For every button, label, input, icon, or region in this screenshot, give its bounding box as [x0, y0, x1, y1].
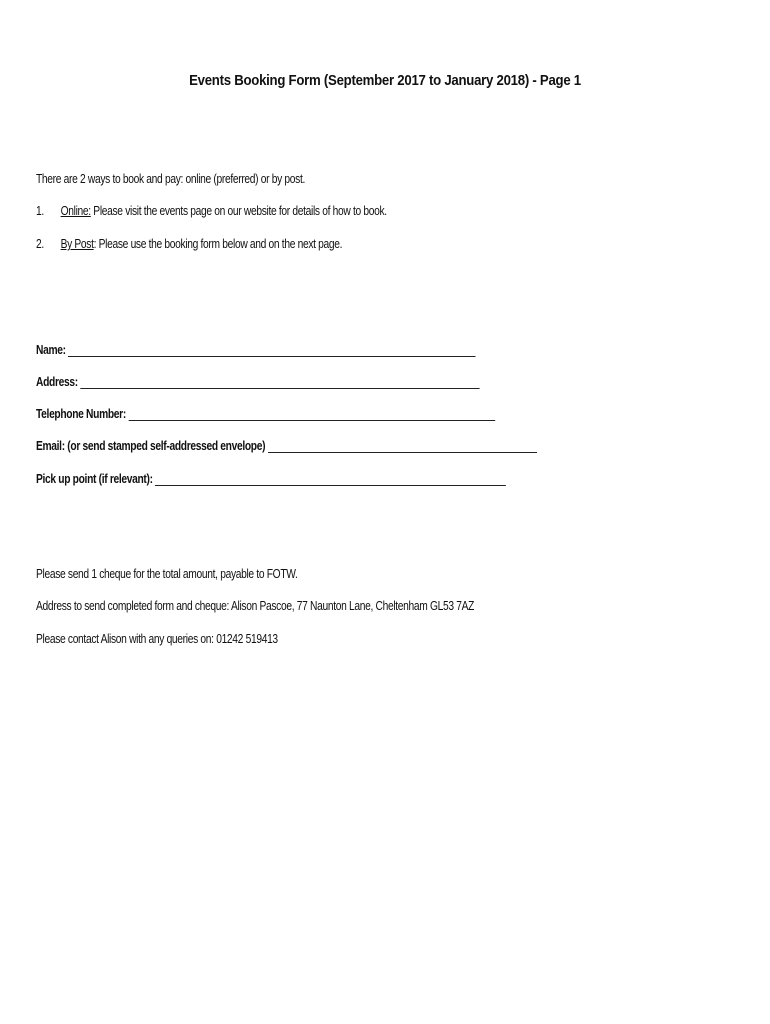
contact-info: Please contact Alison with any queries on: 01242 519413: [36, 632, 278, 646]
option-text-by-post: : Please use the booking form below and on the next page.: [93, 237, 343, 251]
name-label: Name:: [36, 343, 66, 357]
option-label-online: Online:: [60, 204, 91, 218]
page-title: Events Booking Form (September 2017 to January 2018) - Page 1: [189, 72, 581, 89]
address-input-line[interactable]: [80, 377, 479, 389]
name-field: [36, 343, 476, 357]
pickup-field: [36, 472, 506, 486]
pickup-input-line[interactable]: [155, 474, 506, 486]
pickup-label: Pick up point (if relevant):: [36, 472, 153, 486]
email-label: Email: (or send stamped self-addressed envelope): [36, 439, 266, 453]
list-item-by-post: [36, 237, 342, 251]
address-label: Address:: [36, 375, 78, 389]
email-field: [36, 439, 537, 453]
list-number: 1.: [36, 204, 44, 218]
telephone-field: [36, 407, 495, 421]
email-input-line[interactable]: [268, 441, 537, 453]
telephone-input-line[interactable]: [128, 409, 495, 421]
name-input-line[interactable]: [68, 345, 476, 357]
cheque-instructions: Please send 1 cheque for the total amount, payable to FOTW.: [36, 567, 298, 581]
intro-text: There are 2 ways to book and pay: online (preferred) or by post.: [36, 172, 306, 186]
list-item-online: [36, 204, 387, 218]
option-label-by-post: By Post: [60, 237, 94, 251]
telephone-label: Telephone Number:: [36, 407, 126, 421]
postal-address: Address to send completed form and cheque: Alison Pascoe, 77 Naunton Lane, Cheltenham GL53 7AZ: [36, 599, 475, 613]
address-field: [36, 375, 480, 389]
list-number: 2.: [36, 237, 44, 251]
option-text-online: Please visit the events page on our website for details of how to book.: [90, 204, 387, 218]
